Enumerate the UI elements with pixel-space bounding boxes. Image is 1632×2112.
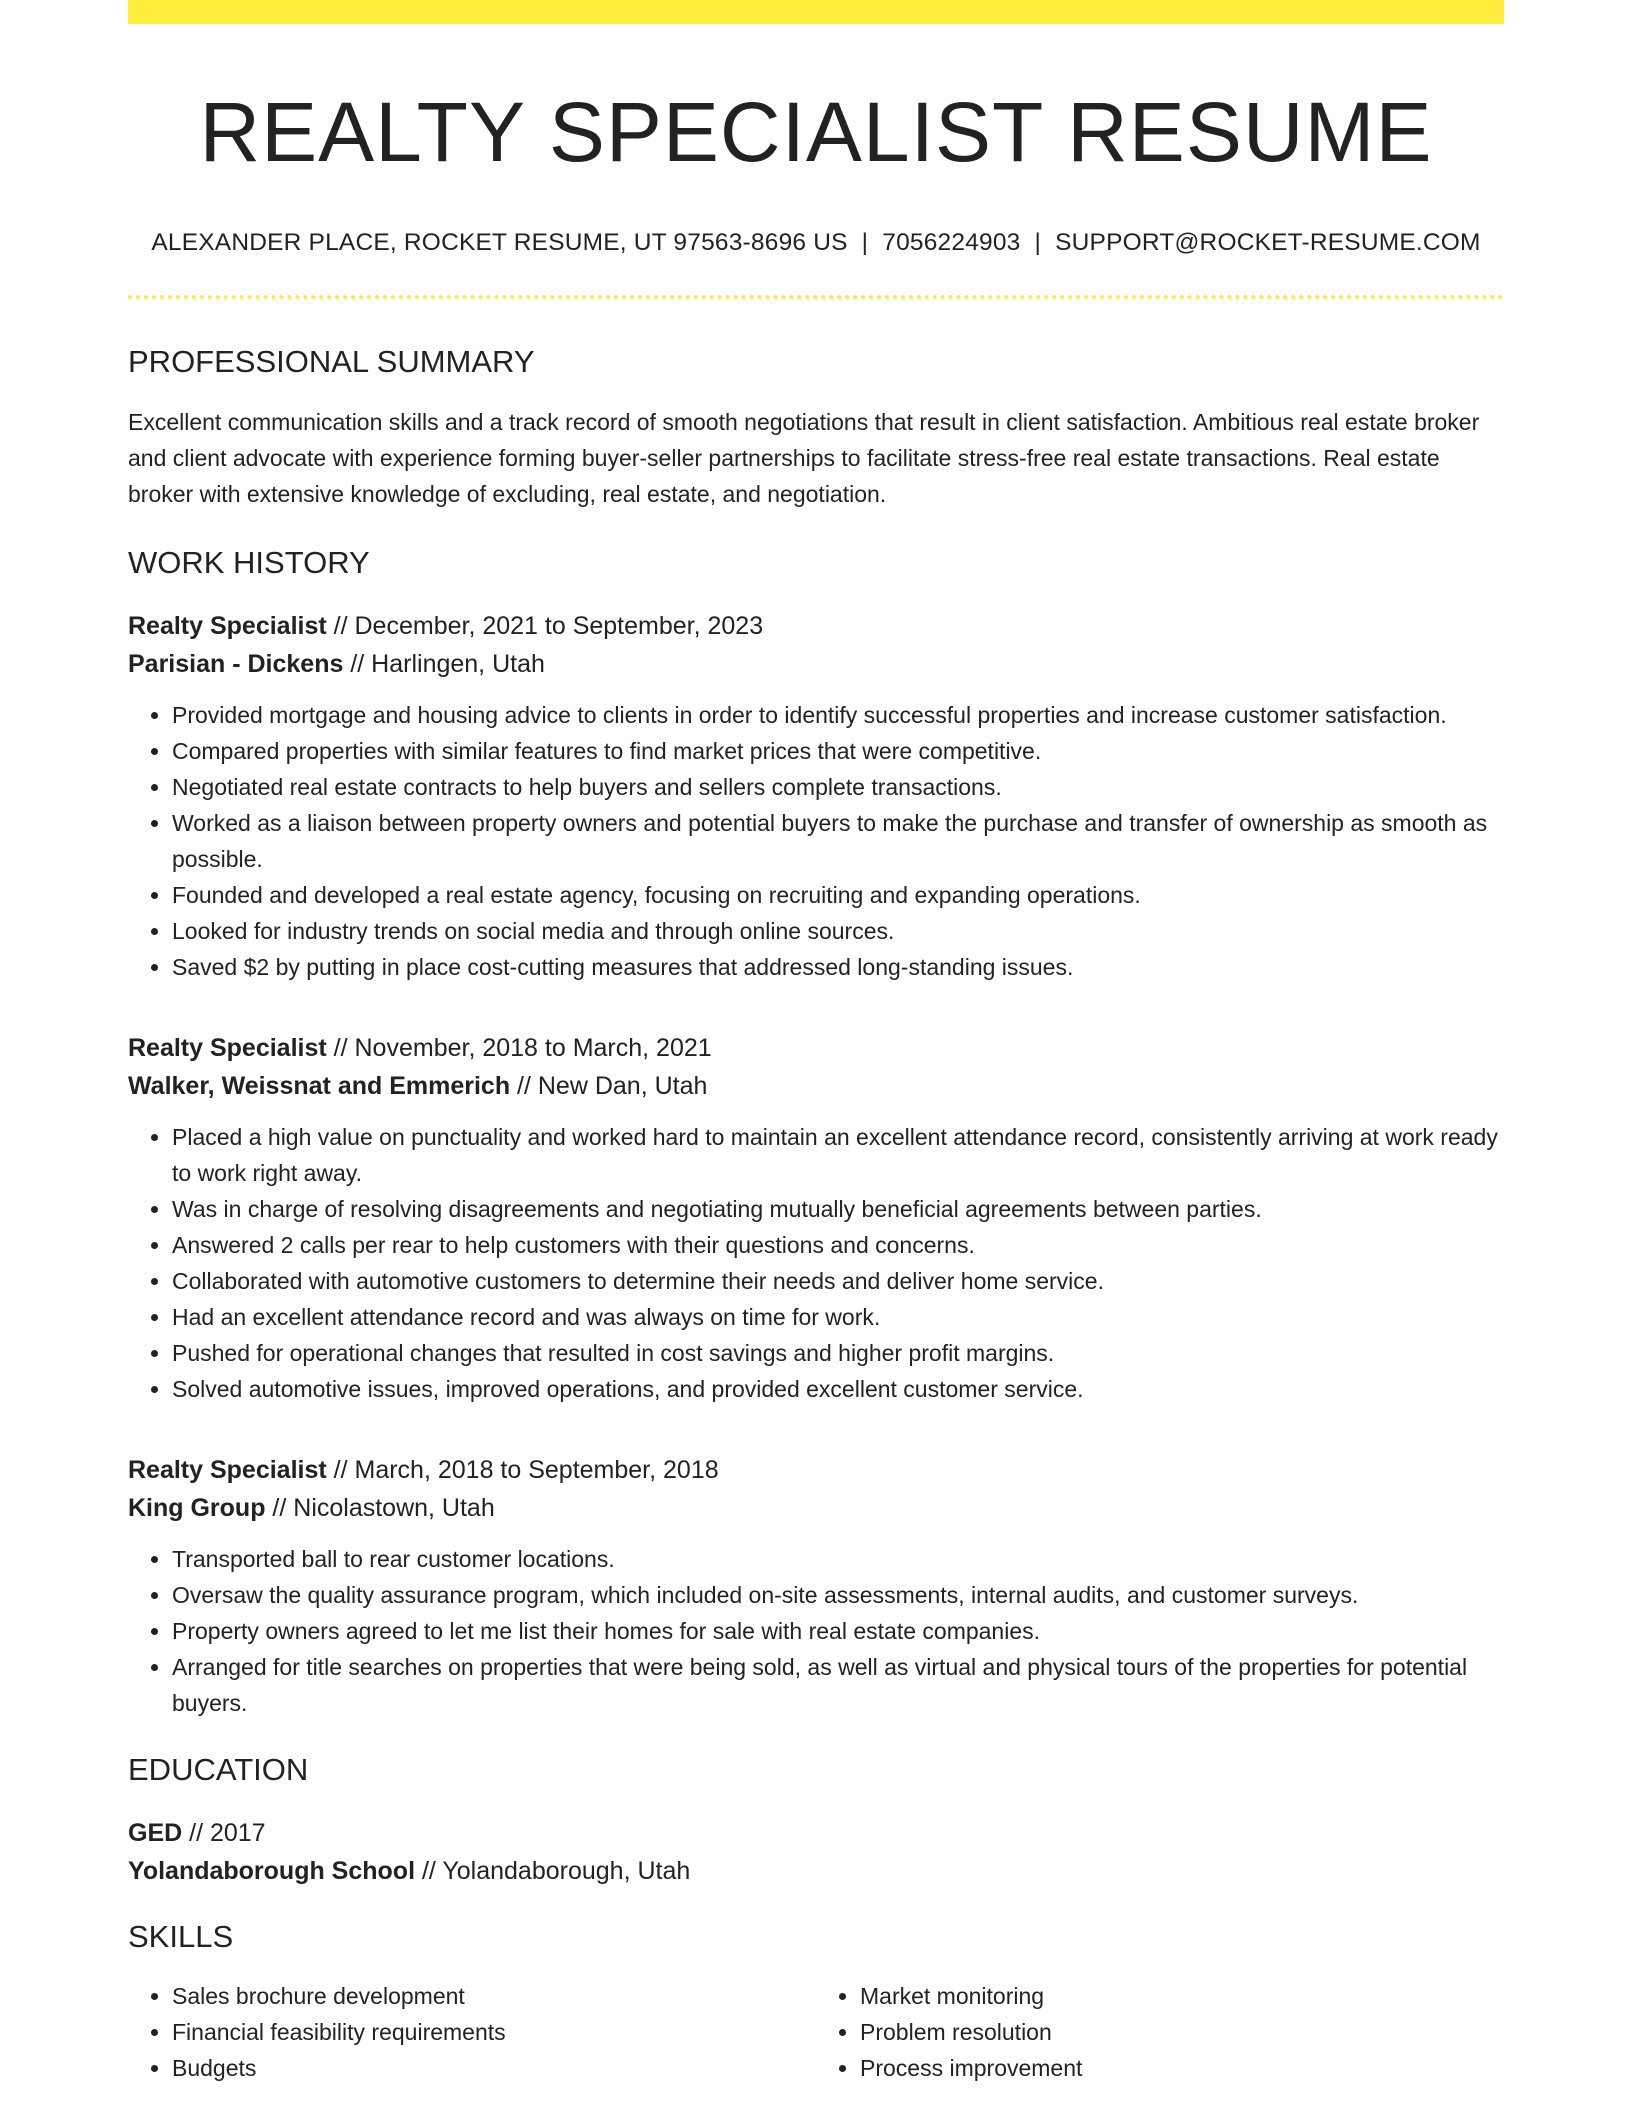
education-heading: EDUCATION xyxy=(128,1752,309,1788)
job-bullet: • Transported ball to rear customer locations. xyxy=(172,1541,1504,1577)
job-entry xyxy=(128,607,1504,985)
job-company-line xyxy=(128,645,1504,683)
education-school-line xyxy=(128,1852,1504,1890)
page-title: REALTY SPECIALIST RESUME xyxy=(199,85,1433,179)
education-year: // 2017 xyxy=(182,1819,266,1848)
job-company-line xyxy=(128,1067,1504,1105)
job-title-line xyxy=(128,607,1504,645)
job-entry xyxy=(128,1029,1504,1407)
top-accent-bar xyxy=(128,0,1504,24)
skill-item: • Sales brochure development xyxy=(172,1978,816,2014)
resume-page xyxy=(128,0,1504,2086)
job-bullet: • Property owners agreed to let me list their homes for sale with real estate companies. xyxy=(172,1613,1504,1649)
job-bullet-list xyxy=(128,1119,1504,1407)
skills-list-left xyxy=(128,1978,816,2086)
job-bullet: • Placed a high value on punctuality and worked hard to maintain an excellent attendance record, consistently arriving at work ready to work right away. xyxy=(172,1119,1504,1191)
job-bullet: • Oversaw the quality assurance program, which included on-site assessments, internal audits, and customer surveys. xyxy=(172,1577,1504,1613)
contact-phone: 7056224903 xyxy=(882,228,1021,256)
job-dates: // December, 2021 to September, 2023 xyxy=(326,612,764,641)
skills-columns xyxy=(128,1978,1504,2086)
skills-list-right xyxy=(816,1978,1504,2086)
job-title: Realty Specialist xyxy=(128,1034,327,1063)
job-location: // New Dan, Utah xyxy=(510,1072,708,1101)
contact-separator: | xyxy=(861,228,869,256)
job-bullet: • Negotiated real estate contracts to help buyers and sellers complete transactions. xyxy=(172,769,1504,805)
skill-item: • Budgets xyxy=(172,2050,816,2086)
job-company-line xyxy=(128,1489,1504,1527)
summary-heading: PROFESSIONAL SUMMARY xyxy=(128,343,535,379)
job-bullet: • Was in charge of resolving disagreements and negotiating mutually beneficial agreements between parties. xyxy=(172,1191,1504,1227)
job-bullet: • Looked for industry trends on social media and through online sources. xyxy=(172,913,1504,949)
job-location: // Nicolastown, Utah xyxy=(265,1494,495,1523)
job-title-line xyxy=(128,1029,1504,1067)
skill-item: • Problem resolution xyxy=(860,2014,1504,2050)
job-bullet: • Solved automotive issues, improved operations, and provided excellent customer service. xyxy=(172,1371,1504,1407)
skill-item: • Process improvement xyxy=(860,2050,1504,2086)
job-bullet: • Compared properties with similar features to find market prices that were competitive. xyxy=(172,733,1504,769)
skill-item: • Financial feasibility requirements xyxy=(172,2014,816,2050)
contact-address: ALEXANDER PLACE, ROCKET RESUME, UT 97563-8696 US xyxy=(151,228,848,256)
contact-email: SUPPORT@ROCKET-RESUME.COM xyxy=(1055,228,1481,256)
contact-line xyxy=(128,229,1504,257)
job-company: Parisian - Dickens xyxy=(128,650,344,679)
job-bullet-list xyxy=(128,1541,1504,1721)
dotted-divider xyxy=(128,295,1504,299)
education-degree-line xyxy=(128,1814,1504,1852)
education-location: // Yolandaborough, Utah xyxy=(415,1857,691,1886)
work-history-heading: WORK HISTORY xyxy=(128,544,370,580)
job-bullet: • Provided mortgage and housing advice to clients in order to identify successful properties and increase customer satisfaction. xyxy=(172,697,1504,733)
job-bullet: • Founded and developed a real estate agency, focusing on recruiting and expanding operations. xyxy=(172,877,1504,913)
job-bullet: • Arranged for title searches on properties that were being sold, as well as virtual and physical tours of the properties for potential buyers. xyxy=(172,1649,1504,1721)
job-location: // Harlingen, Utah xyxy=(343,650,545,679)
job-company: King Group xyxy=(128,1494,266,1523)
contact-separator: | xyxy=(1034,228,1042,256)
job-bullet: • Pushed for operational changes that resulted in cost savings and higher profit margins. xyxy=(172,1335,1504,1371)
job-bullet-list xyxy=(128,697,1504,985)
job-title: Realty Specialist xyxy=(128,612,327,641)
job-bullet: • Had an excellent attendance record and was always on time for work. xyxy=(172,1299,1504,1335)
job-bullet: • Collaborated with automotive customers to determine their needs and deliver home service. xyxy=(172,1263,1504,1299)
education-school: Yolandaborough School xyxy=(128,1857,416,1886)
job-bullet: • Answered 2 calls per rear to help customers with their questions and concerns. xyxy=(172,1227,1504,1263)
job-bullet: • Saved $2 by putting in place cost-cutting measures that addressed long-standing issues. xyxy=(172,949,1504,985)
education-degree: GED xyxy=(128,1819,183,1848)
job-company: Walker, Weissnat and Emmerich xyxy=(128,1072,511,1101)
job-dates: // March, 2018 to September, 2018 xyxy=(326,1456,719,1485)
job-entry xyxy=(128,1451,1504,1721)
job-title-line xyxy=(128,1451,1504,1489)
job-title: Realty Specialist xyxy=(128,1456,327,1485)
job-dates: // November, 2018 to March, 2021 xyxy=(326,1034,712,1063)
education-entry xyxy=(128,1814,1504,1890)
skill-item: • Market monitoring xyxy=(860,1978,1504,2014)
job-bullet: • Worked as a liaison between property owners and potential buyers to make the purchase and transfer of ownership as smooth as possible. xyxy=(172,805,1504,877)
summary-text: Excellent communication skills and a track record of smooth negotiations that result in client satisfaction. Ambitious real estate broker and client advocate with experience forming buyer-seller partnerships to facilitate stress-free real estate transactions. Real estate broker with extensive knowledge of excluding, real estate, and negotiation. xyxy=(128,408,1480,507)
skills-heading: SKILLS xyxy=(128,1919,234,1955)
